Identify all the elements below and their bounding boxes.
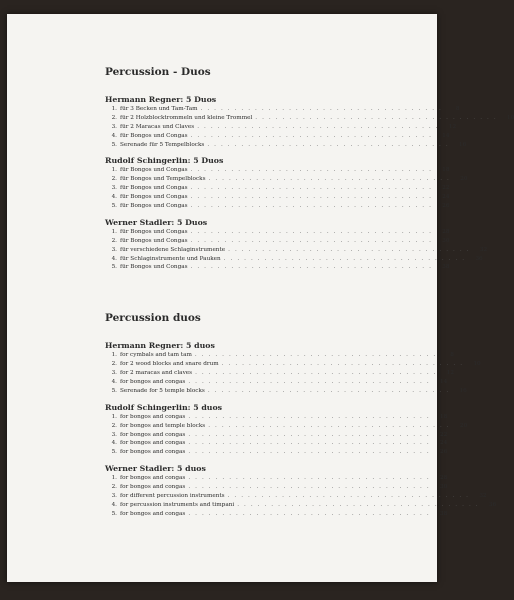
entry-title: Serenade für 5 Tempelblocks [120, 141, 205, 148]
entry-title: for bongos and temple blocks [120, 422, 206, 429]
entry-number: 4. [111, 194, 117, 201]
entry-number: 2. [111, 176, 117, 183]
group-spacer [105, 396, 320, 403]
dot-leader: . . . . . . . . . . . . . . . . . . . . . . . . . . . . . . . . . . . . [195, 370, 438, 377]
piece-list [105, 228, 488, 272]
entry-page-number: 24 [440, 440, 448, 447]
entry-title: for bongos and congas [120, 440, 186, 447]
dot-leader: . . . . . . . . . . . . . . . . . . . . . . . . . . . . . . . . . . . . [207, 387, 450, 394]
entry-number: 5. [111, 387, 117, 394]
composer-heading: Hermann Regner: 5 Duos [105, 95, 217, 104]
piece-list [105, 166, 468, 210]
dot-leader: . . . . . . . . . . . . . . . . . . . . . . . . . . . . . . . . . . . . [255, 114, 498, 121]
dot-leader: . . . . . . . . . . . . . . . . . . . . . . . . . . . . . . . . . . . . [228, 246, 471, 253]
entry-title: for bongos and congas [120, 449, 186, 456]
entry-title: für Bongos und Tempelblocks [120, 176, 206, 183]
entry-title: for different percussion instruments [120, 493, 225, 500]
entry-title: für Bongos und Congas [120, 167, 188, 174]
entry-page-number: 28 [442, 228, 450, 235]
entry-title: for 2 maracas and claves [120, 370, 193, 377]
toc-entry [105, 114, 514, 123]
toc-entry [105, 360, 481, 369]
dot-leader: . . . . . . . . . . . . . . . . . . . . . . . . . . . . . . . . . . . . [237, 501, 480, 508]
toc-entry [105, 228, 450, 237]
entry-page-number: 10 [507, 114, 514, 121]
composer-heading: Werner Stadler: 5 duos [105, 464, 206, 474]
entry-number: 2. [111, 361, 117, 368]
toc-entry [105, 448, 448, 457]
entry-title: für Bongos und Congas [120, 185, 188, 192]
section-title: Percussion duos [105, 312, 201, 325]
entry-page-number: 38 [440, 510, 448, 517]
entry-page-number: 20 [459, 422, 468, 429]
toc-entry [105, 193, 450, 202]
dot-leader: . . . . . . . . . . . . . . . . . . . . . . . . . . . . . . . . . . . . [227, 493, 470, 500]
entry-page-number: 26 [440, 449, 448, 456]
toc-entry [105, 431, 448, 440]
toc-entry [105, 351, 454, 360]
title-spacer [105, 79, 320, 95]
dot-leader: . . . . . . . . . . . . . . . . . . . . . . . . . . . . . . . . . . . . [190, 228, 433, 235]
entry-title: for 2 wood blocks and snare drum [120, 361, 219, 368]
entry-number: 2. [111, 484, 117, 491]
entry-number: 1. [111, 475, 117, 482]
composer-heading: Werner Stadler: 5 Duos [105, 217, 208, 227]
entry-number: 3. [111, 370, 117, 377]
entry-title: for percussion instruments and timpani [120, 501, 235, 508]
composer-heading: Rudolf Schingerlin: 5 Duos [105, 156, 224, 166]
entry-page-number: 22 [440, 431, 448, 438]
entry-page-number: 8 [450, 352, 454, 359]
piece-list [105, 351, 481, 395]
toc-entry [105, 439, 448, 448]
dot-leader: . . . . . . . . . . . . . . . . . . . . . . . . . . . . . . . . . . . . [221, 361, 464, 368]
dot-leader: . . . . . . . . . . . . . . . . . . . . . . . . . . . . . . . . . . . . [188, 431, 431, 438]
dot-leader: . . . . . . . . . . . . . . . . . . . . . . . . . . . . . . . . . . . . [194, 352, 437, 359]
entry-title: Serenade for 5 temple blocks [120, 387, 205, 394]
entry-title: for cymbals and tam tam [120, 352, 192, 359]
entry-page-number: 32 [479, 493, 487, 500]
group-spacer [105, 149, 320, 156]
composer-heading: Hermann Regner: 5 duos [105, 341, 215, 351]
dot-leader: . . . . . . . . . . . . . . . . . . . . . . . . . . . . . . . . . . . . [190, 132, 433, 139]
entry-number: 1. [111, 228, 117, 235]
entry-number: 5. [111, 203, 117, 210]
dot-leader: . . . . . . . . . . . . . . . . . . . . . . . . . . . . . . . . . . . . [208, 422, 451, 429]
entry-page-number: 16 [459, 141, 467, 148]
title-spacer [105, 325, 320, 341]
entry-title: for bongos and congas [120, 379, 186, 386]
document-page [7, 14, 514, 582]
toc-entry [105, 378, 448, 387]
entry-page-number: 20 [460, 176, 468, 183]
group-spacer [105, 457, 320, 464]
entry-title: für 2 Holzblocktrommeln und kleine Trommel [120, 114, 253, 121]
toc-entry [105, 255, 483, 264]
entry-number: 1. [111, 167, 117, 174]
entry-page-number: 18 [442, 167, 450, 174]
entry-page-number: 12 [446, 370, 455, 377]
entry-page-number: 22 [442, 185, 450, 192]
toc-entry [105, 492, 487, 501]
piece-list [105, 413, 468, 457]
dot-leader: . . . . . . . . . . . . . . . . . . . . . . . . . . . . . . . . . . . . [188, 413, 431, 420]
entry-number: 4. [111, 255, 117, 262]
piece-list [105, 105, 514, 149]
toc-entry [105, 263, 450, 272]
dot-leader: . . . . . . . . . . . . . . . . . . . . . . . . . . . . . . . . . . . . [207, 141, 450, 148]
section-title: Percussion - Duos [105, 66, 211, 78]
entry-page-number: 24 [442, 194, 450, 201]
dot-leader: . . . . . . . . . . . . . . . . . . . . . . . . . . . . . . . . . . . . [188, 379, 431, 386]
toc-entry [105, 123, 457, 132]
entry-number: 5. [111, 449, 117, 456]
entry-number: 2. [111, 422, 117, 429]
entry-number: 4. [111, 501, 117, 508]
toc-entry [105, 387, 467, 396]
toc-entry [105, 413, 448, 422]
entry-page-number: 32 [479, 246, 488, 253]
entry-page-number: 12 [448, 123, 457, 130]
table-of-contents [105, 66, 514, 519]
dot-leader: . . . . . . . . . . . . . . . . . . . . . . . . . . . . . . . . . . . . [190, 167, 433, 174]
entry-title: für Schlaginstrumente und Pauken [120, 255, 221, 262]
toc-entry [105, 501, 497, 510]
entry-page-number: 30 [442, 237, 450, 244]
toc-entry [105, 175, 468, 184]
toc-entry [105, 483, 448, 492]
dot-leader: . . . . . . . . . . . . . . . . . . . . . . . . . . . . . . . . . . . . [188, 475, 431, 482]
entry-page-number: 36 [488, 501, 497, 508]
dot-leader: . . . . . . . . . . . . . . . . . . . . . . . . . . . . . . . . . . . . [200, 106, 443, 112]
dot-leader: . . . . . . . . . . . . . . . . . . . . . . . . . . . . . . . . . . . . [223, 255, 466, 262]
toc-entry [105, 237, 450, 246]
entry-title: für Bongos und Congas [120, 132, 188, 139]
toc-entry [105, 105, 460, 114]
composer-heading: Rudolf Schingerlin: 5 duos [105, 402, 223, 412]
dot-leader: . . . . . . . . . . . . . . . . . . . . . . . . . . . . . . . . . . . . [188, 440, 431, 447]
dot-leader: . . . . . . . . . . . . . . . . . . . . . . . . . . . . . . . . . . . . [190, 185, 433, 192]
entry-page-number: 14 [442, 132, 450, 139]
entry-title: für Bongos und Congas [120, 264, 188, 271]
entry-number: 3. [111, 123, 117, 130]
entry-title: für Bongos und Congas [120, 237, 188, 244]
toc-entry [105, 510, 448, 519]
entry-number: 3. [111, 431, 117, 438]
entry-title: für 3 Becken und Tam-Tam [120, 106, 198, 112]
toc-entry [105, 369, 455, 378]
dot-leader: . . . . . . . . . . . . . . . . . . . . . . . . . . . . . . . . . . . . [190, 237, 433, 244]
entry-title: für Bongos und Congas [120, 228, 188, 235]
dot-leader: . . . . . . . . . . . . . . . . . . . . . . . . . . . . . . . . . . . . [208, 176, 451, 183]
toc-entry [105, 166, 450, 175]
entry-page-number: 28 [440, 475, 448, 482]
entry-number: 4. [111, 379, 117, 386]
entry-page-number: 36 [475, 255, 483, 262]
entry-number: 3. [111, 246, 117, 253]
entry-number: 2. [111, 114, 117, 121]
entry-number: 2. [111, 237, 117, 244]
entry-page-number: 26 [442, 203, 450, 210]
toc-entry [105, 184, 450, 193]
piece-list [105, 474, 497, 518]
entry-page-number: 10 [473, 361, 481, 368]
dot-leader: . . . . . . . . . . . . . . . . . . . . . . . . . . . . . . . . . . . . [197, 123, 440, 130]
toc-entry [105, 202, 450, 211]
toc-entry [105, 474, 448, 483]
entry-page-number: 30 [440, 484, 448, 491]
entry-title: für Bongos und Congas [120, 203, 188, 210]
entry-title: for bongos and congas [120, 484, 186, 491]
entry-title: for bongos and congas [120, 413, 186, 420]
dot-leader: . . . . . . . . . . . . . . . . . . . . . . . . . . . . . . . . . . . . [190, 203, 433, 210]
entry-number: 5. [111, 264, 117, 271]
toc-entry [105, 141, 467, 150]
toc-entry [105, 422, 468, 431]
entry-title: für verschiedene Schlaginstrumente [120, 246, 226, 253]
dot-leader: . . . . . . . . . . . . . . . . . . . . . . . . . . . . . . . . . . . . [188, 484, 431, 491]
toc-entry [105, 246, 488, 255]
entry-number: 3. [111, 493, 117, 500]
entry-page-number: 16 [459, 387, 467, 394]
entry-number: 3. [111, 185, 117, 192]
entry-title: for bongos and congas [120, 510, 186, 517]
entry-number: 4. [111, 440, 117, 447]
entry-page-number: 8 [455, 106, 460, 112]
entry-title: für Bongos und Congas [120, 194, 188, 201]
entry-number: 1. [111, 106, 117, 112]
entry-page-number: 14 [440, 379, 448, 386]
entry-number: 5. [111, 510, 117, 517]
dot-leader: . . . . . . . . . . . . . . . . . . . . . . . . . . . . . . . . . . . . [188, 510, 431, 517]
entry-number: 1. [111, 352, 117, 359]
dot-leader: . . . . . . . . . . . . . . . . . . . . . . . . . . . . . . . . . . . . [190, 194, 433, 201]
dot-leader: . . . . . . . . . . . . . . . . . . . . . . . . . . . . . . . . . . . . [188, 449, 431, 456]
entry-title: für 2 Maracas und Claves [120, 123, 195, 130]
entry-page-number: 18 [440, 413, 448, 420]
dot-leader: . . . . . . . . . . . . . . . . . . . . . . . . . . . . . . . . . . . . [190, 264, 433, 271]
entry-title: for bongos and congas [120, 431, 186, 438]
entry-page-number: 38 [442, 264, 450, 271]
group-spacer [105, 211, 320, 218]
entry-number: 5. [111, 141, 117, 148]
entry-number: 4. [111, 132, 117, 139]
entry-number: 1. [111, 413, 117, 420]
entry-title: for bongos and congas [120, 475, 186, 482]
toc-entry [105, 132, 450, 141]
section-spacer [105, 272, 320, 312]
